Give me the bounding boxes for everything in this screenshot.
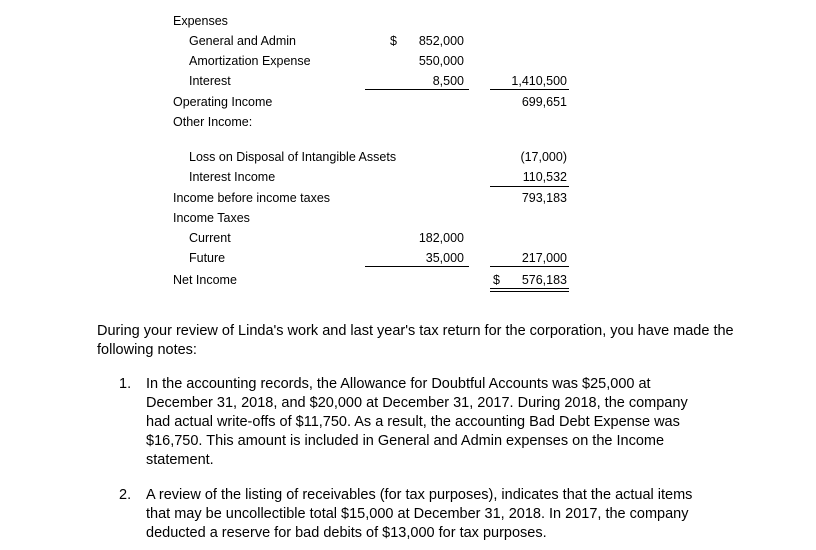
loss-disposal-label: Loss on Disposal of Intangible Assets bbox=[189, 150, 397, 164]
interest-income-amount: 110,532 bbox=[522, 170, 567, 184]
underline-taxes-total bbox=[490, 266, 569, 267]
general-admin-label: General and Admin bbox=[189, 34, 297, 48]
general-admin-dollar: $ bbox=[390, 34, 397, 48]
income-taxes-heading: Income Taxes bbox=[173, 211, 250, 225]
income-before-tax-amount: 793,183 bbox=[521, 191, 567, 205]
review-notes bbox=[97, 322, 737, 541]
interest-amount: 8,500 bbox=[432, 74, 464, 88]
double-underline-net-income bbox=[490, 288, 569, 292]
future-tax-label: Future bbox=[189, 251, 226, 265]
expenses-total: 1,410,500 bbox=[511, 74, 567, 88]
net-income-label: Net Income bbox=[173, 273, 237, 287]
interest-label: Interest bbox=[189, 74, 231, 88]
income-before-tax-label: Income before income taxes bbox=[173, 191, 331, 205]
net-income-amount: 576,183 bbox=[521, 273, 567, 287]
underline-expenses-total bbox=[490, 89, 569, 90]
future-tax-amount: 35,000 bbox=[425, 251, 464, 265]
notes-intro: During your review of Linda's work and last year's tax return for the corporation, you have made the following notes: bbox=[97, 323, 734, 358]
note-number: 2. bbox=[119, 487, 132, 503]
income-taxes-total: 217,000 bbox=[521, 251, 567, 265]
note-number: 1. bbox=[119, 376, 132, 392]
other-income-heading: Other Income: bbox=[173, 115, 253, 129]
underline-expenses bbox=[365, 89, 469, 90]
note-text: In the accounting records, the Allowance for Doubtful Accounts was $25,000 at December 31, 2018, and $20,000 at December 31, 2017. During 2018, the company had actual write-offs of $11,750. As a result, the accounting Bad Debt Expense was $16,750. This amount is included in General and Admin expenses on the Income statement. bbox=[146, 376, 688, 468]
general-admin-amount: 852,000 bbox=[418, 34, 464, 48]
operating-income-amount: 699,651 bbox=[521, 95, 567, 109]
expenses-heading: Expenses bbox=[173, 14, 228, 28]
net-income-dollar: $ bbox=[493, 273, 500, 287]
underline-other-income bbox=[490, 186, 569, 187]
loss-disposal-amount: (17,000) bbox=[520, 150, 567, 164]
amortization-amount: 550,000 bbox=[418, 54, 464, 68]
amortization-label: Amortization Expense bbox=[189, 54, 311, 68]
current-tax-amount: 182,000 bbox=[418, 231, 464, 245]
current-tax-label: Current bbox=[189, 231, 231, 245]
note-text: A review of the listing of receivables (for tax purposes), indicates that the actual items that may be uncollectible total $15,000 at December 31, 2018. In 2017, the company deducted a reserve for bad debits of $13,000 for tax purposes. bbox=[146, 487, 693, 541]
underline-taxes bbox=[365, 266, 469, 267]
interest-income-label: Interest Income bbox=[189, 170, 276, 184]
operating-income-label: Operating Income bbox=[173, 95, 273, 109]
